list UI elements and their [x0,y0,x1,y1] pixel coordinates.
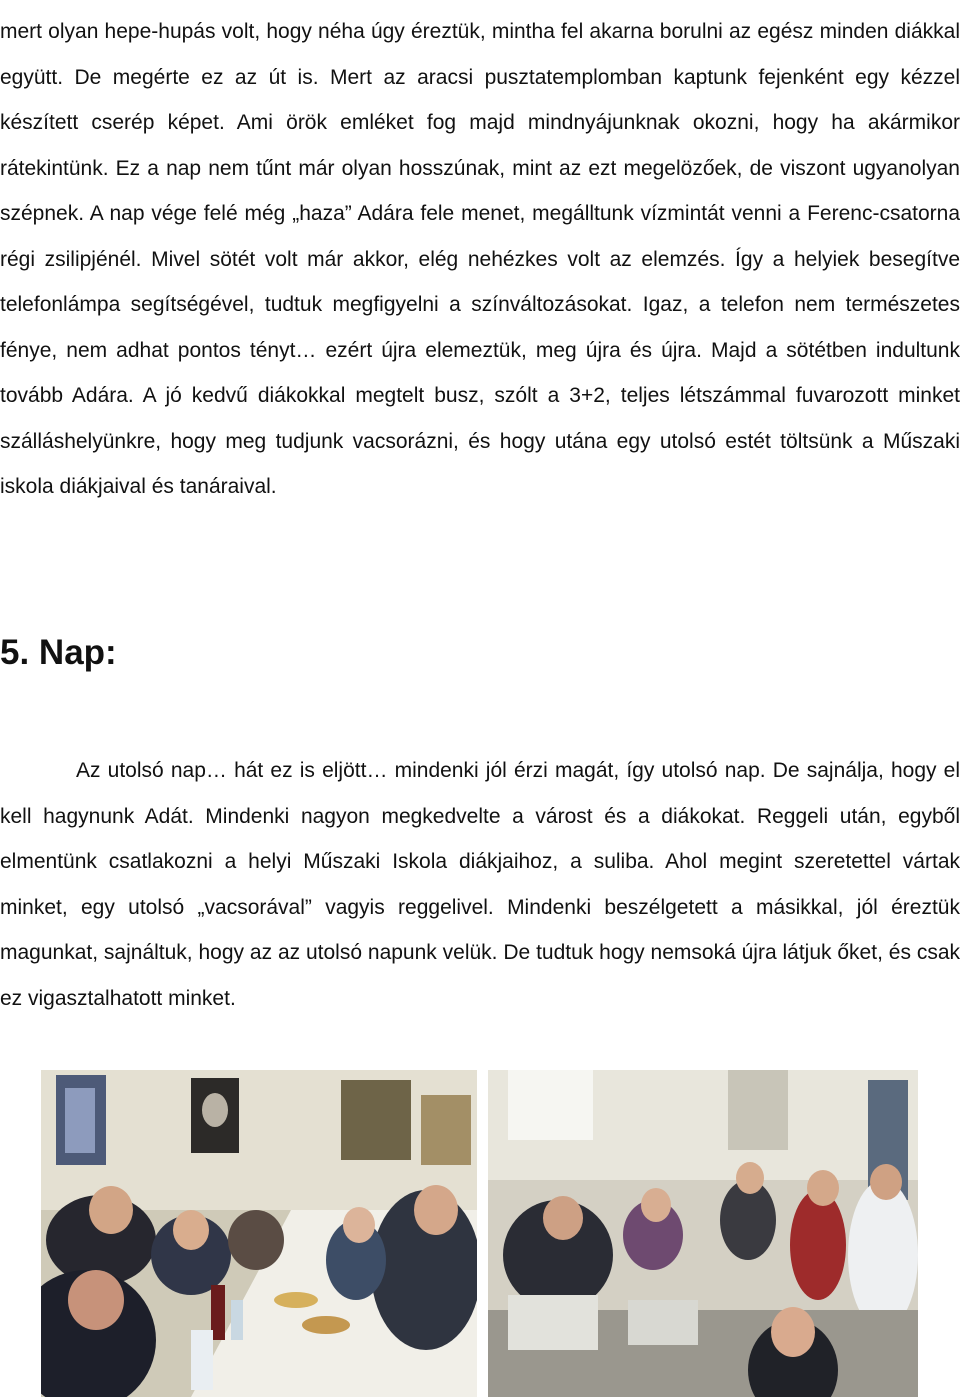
paragraph-1: mert olyan hepe-hupás volt, hogy néha úgy éreztük, mintha fel akarna borulni az egész minden diákkal együtt. De megérte ez az út is. Mert az aracsi pusztatemplomban kaptunk fejenként egy kézzel készített cserép képet. Ami örök emléket fog majd mindnyájunknak okozni, hogy ha akármikor rátekintünk. Ez a nap nem tűnt már olyan hosszúnak, mint az ezt megelözőek, de viszont ugyanolyan szépnek. A nap vége felé még „haza” Adára fele menet, megálltunk vízmintát venni a Ferenc-csatorna régi zsilipjénél. Mivel sötét volt már akkor, elég nehézkes volt az elemzés. Így a helyiek besegítve telefonlámpa segítségével, tudtuk megfigyelni a színváltozásokat. Igaz, a telefon nem természetes fénye, nem adhat pontos tényt… ezért újra elemeztük, meg újra és újra. Majd a sötétben indultunk tovább Adára. A jó kedvű diákokkal megtelt busz, szólt a 3+2, teljes létszámmal fuvarozott minket szálláshelyünkre, hogy meg tudjunk vacsorázni, és hogy utána egy utolsó estét töltsünk a Műszaki iskola diákjaival és tanáraival. [0,20,960,498]
photo-students-in-computer-room [488,1070,918,1397]
photo-students-eating-at-table [41,1070,477,1397]
paragraph-2: Az utolsó nap… hát ez is eljött… mindenki jól érzi magát, így utolsó nap. De sajnálja, hogy el kell hagynunk Adát. Mindenki nagyon megkedvelte a várost és a diákokat. Reggeli után, egyből elmentünk csatlakozni a helyi Műszaki Iskola diákjaihoz, a suliba. Ahol megint szeretettel vártak minket, egy utolsó „vacsorával” vagyis reggelivel. Mindenki beszélgetett a másikkal, jól éreztük magunkat, sajnáltuk, hogy az az utolsó napunk velük. De tudtuk hogy nemsoká újra látjuk őket, és csak ez vigasztalhatott minket. [0,759,960,1010]
section-heading: 5. Nap: [0,633,117,672]
